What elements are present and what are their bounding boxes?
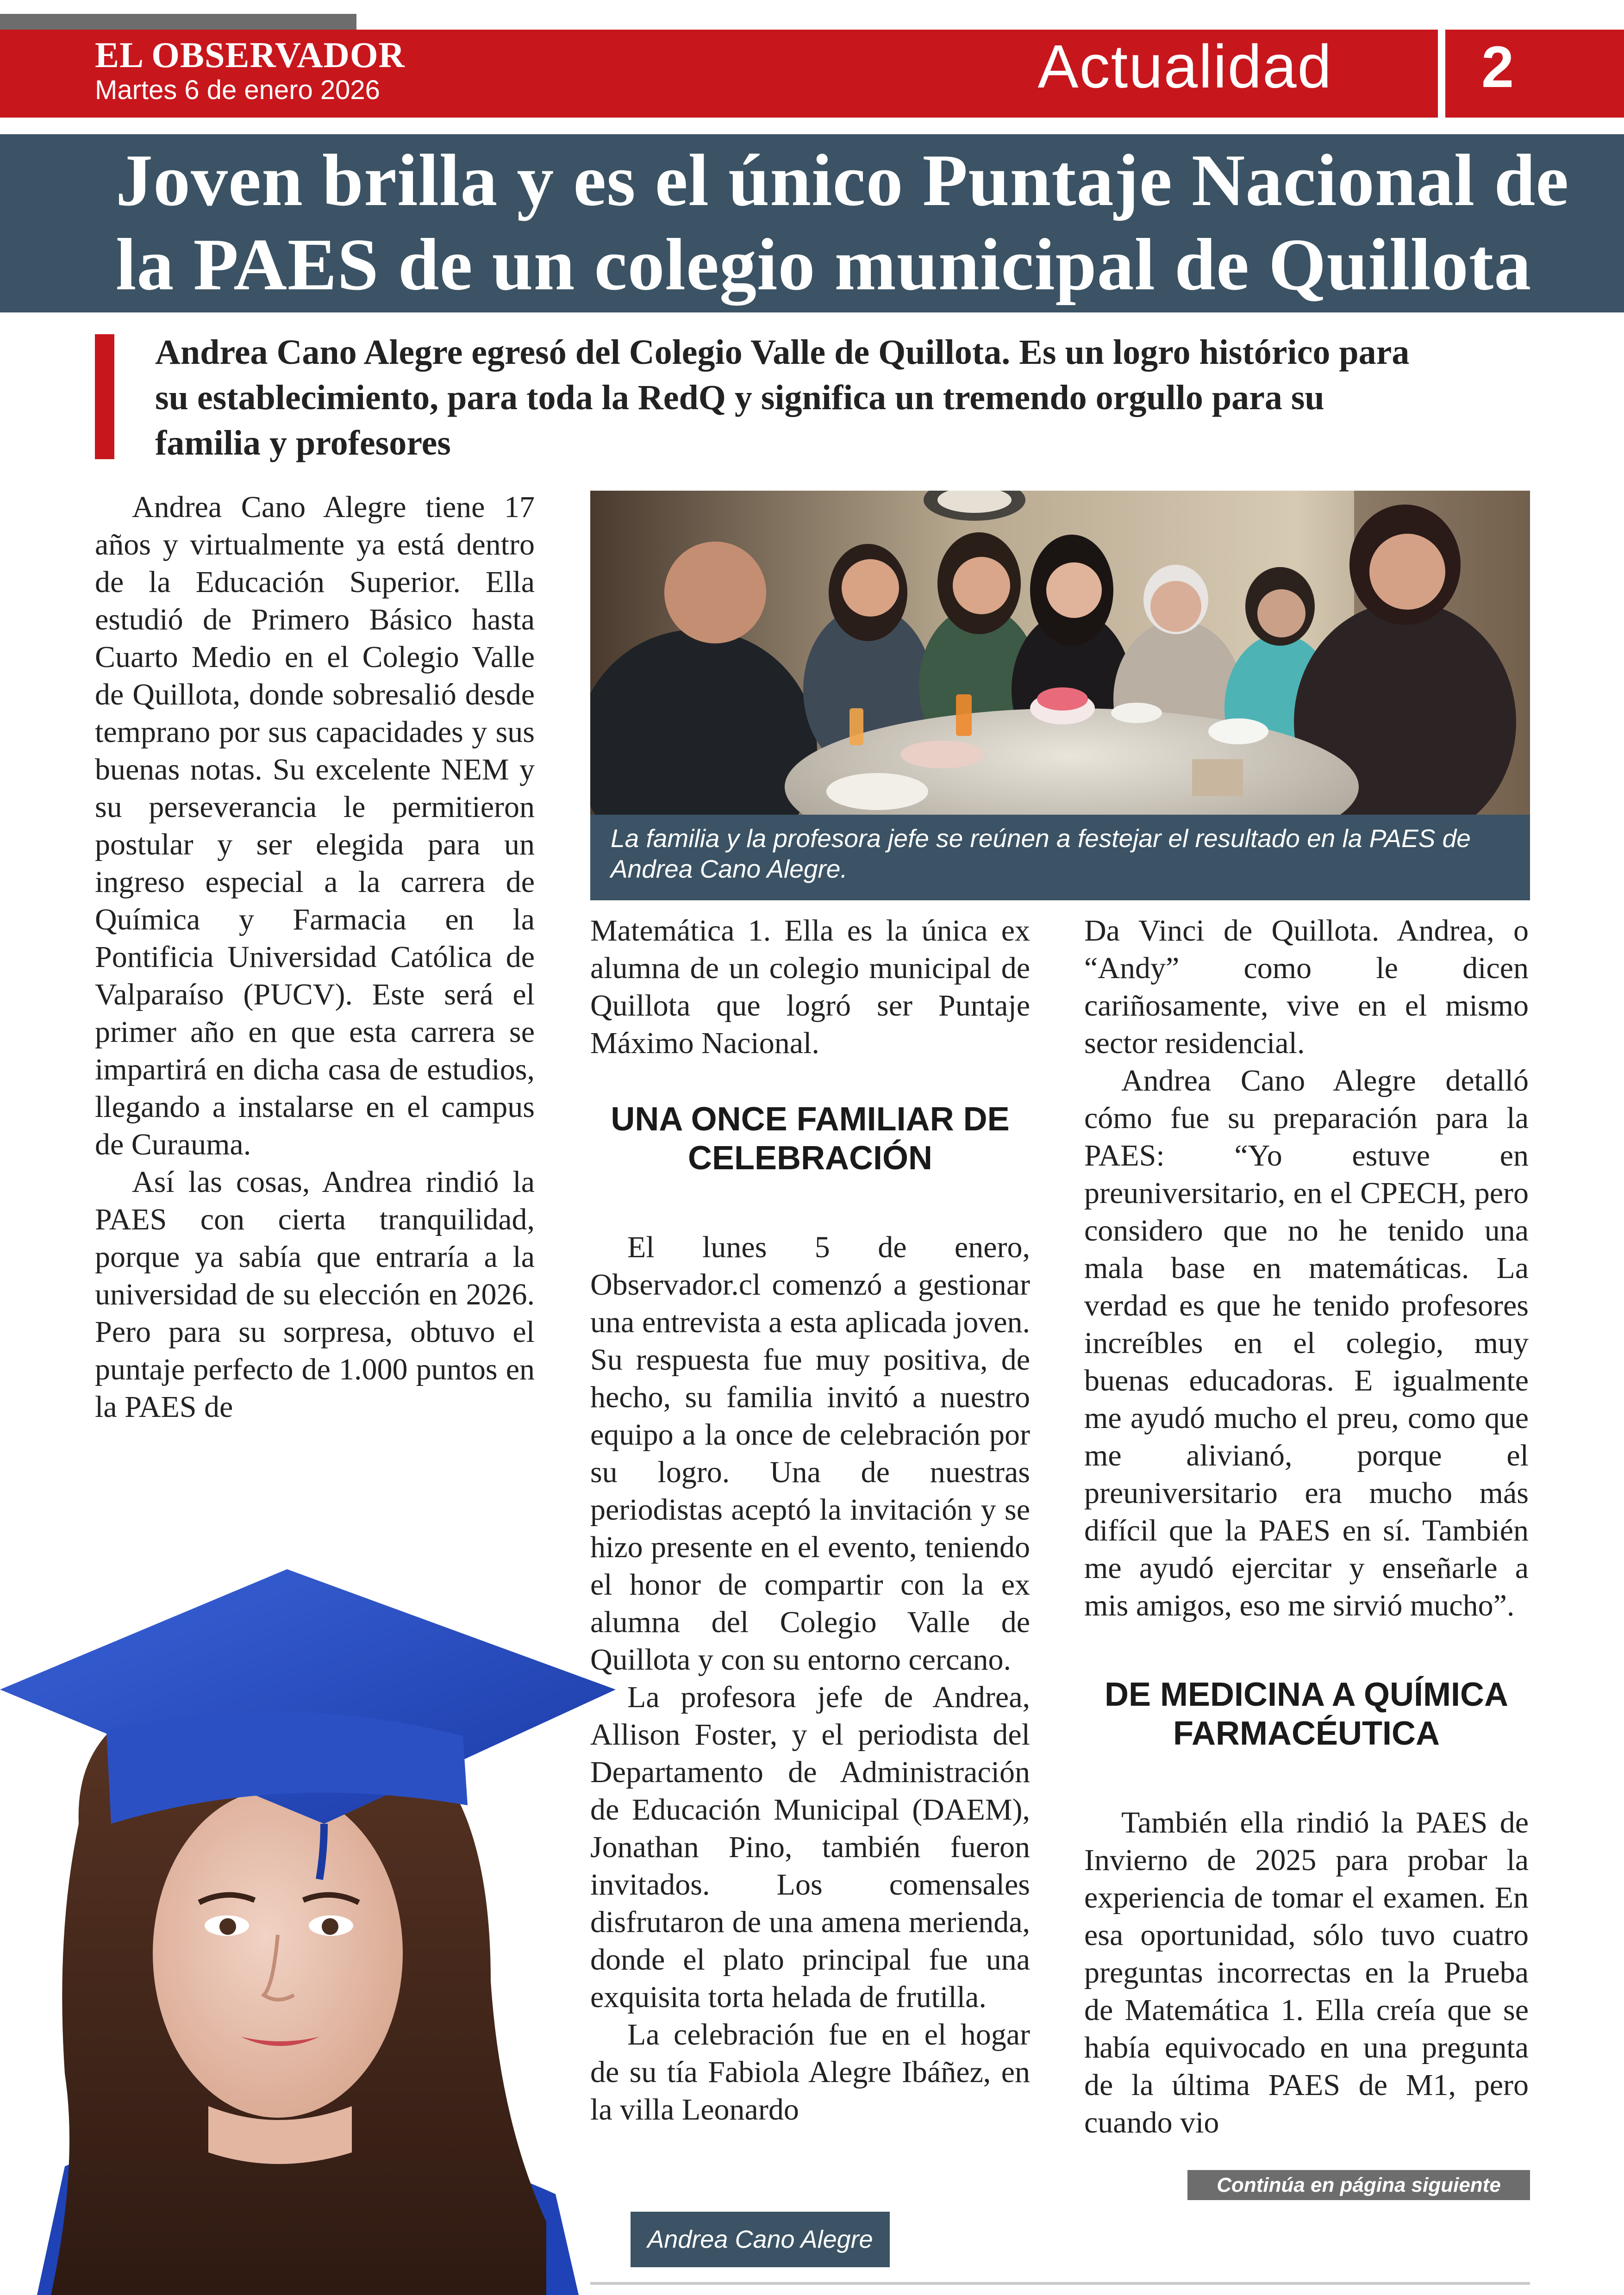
headline: Joven brilla y es el único Puntaje Nacional de la PAES de un colegio municipal de Quillota (116, 139, 1569, 306)
paragraph: La profesora jefe de Andrea, Allison Foster, y el periodista del Departamento de Administración de Educación Municipal (DAEM), Jonathan Pino, también fueron invitados. Los comensales disfrutaron de una amena merienda, donde el plato principal fue una exquisita torta helada de frutilla. (590, 1680, 1030, 2014)
paragraph: Así las cosas, Andrea rindió la PAES con cierta tranquilidad, porque ya sabía que entraría a la universidad de su elección en 2026. Pero para su sorpresa, obtuvo el puntaje perfecto de 1.000 puntos en la PAES de (95, 1165, 535, 1424)
top-gray-bar (0, 14, 356, 30)
photo-caption: La familia y la profesora jefe se reúnen a festejar el resultado en la PAES de Andrea Cano Alegre. (590, 815, 1530, 900)
family-photo-image (590, 491, 1530, 815)
header-divider (1438, 30, 1445, 118)
column-1 (95, 488, 535, 1426)
deck: Andrea Cano Alegre egresó del Colegio Valle de Quillota. Es un logro histórico para su establecimiento, para toda la RedQ y significa un tremendo orgullo para su familia y profesores (155, 333, 1410, 462)
column-2 (590, 912, 1030, 2128)
subhead-medicina: DE MEDICINA A QUÍMICA FARMACÉUTICA (1105, 1676, 1508, 1752)
family-photo (590, 491, 1530, 815)
issue-date: Martes 6 de enero 2026 (95, 75, 380, 105)
continued-on-next-page: Continúa en página siguiente (1187, 2170, 1530, 2200)
page-number: 2 (1481, 34, 1514, 100)
bottom-rule (590, 2282, 1530, 2285)
deck-accent-bar (95, 334, 114, 459)
paragraph: Andrea Cano Alegre tiene 17 años y virtualmente ya está dentro de la Educación Superior. Ella estudió de Primero Básico hasta Cuarto Medio en el Colegio Valle de Quillota, donde sobresalió desde temprano por sus capacidades y sus buenas notas. Su excelente NEM y su perseverancia le permitieron postular y ser elegida para un ingreso especial a la carrera de Química y Farmacia en la Pontificia Universidad Católica de Valparaíso (PUCV). Este será el primer año en que esta carrera se impartirá en dicha casa de estudios, llegando a instalarse en el campus de Curauma. (95, 490, 535, 1161)
graduate-portrait (0, 1472, 625, 2295)
paragraph: El lunes 5 de enero, Observador.cl comenzó a gestionar una entrevista a esta aplicada joven. Su respuesta fue muy positiva, de hecho, su familia invitó a nuestro equipo a la once de celebración por su logro. Una de nuestras periodistas aceptó la invitación y se hizo presente en el evento, teniendo el honor de compartir con la ex alumna del Colegio Valle de Quillota y con su entorno cercano. (590, 1230, 1030, 1677)
masthead: EL OBSERVADOR (95, 35, 405, 75)
paragraph: Matemática 1. Ella es la única ex alumna de un colegio municipal de Quillota que logró ser Puntaje Máximo Nacional. (590, 914, 1030, 1060)
graduate-portrait-image (0, 1472, 625, 2295)
subhead-celebracion: UNA ONCE FAMILIAR DE CELEBRACIÓN (611, 1101, 1010, 1177)
paragraph: Andrea Cano Alegre detalló cómo fue su preparación para la PAES: “Yo estuve en preuniversitario, en el CPECH, pero considero que no he tenido una mala base en matemáticas. La verdad es que he tenido profesores increíbles en el colegio, muy buenas educadoras. E igualmente me ayudó mucho el preu, como que me alivianó, porque el preuniversitario era mucho más difícil que la PAES en sí. También me ayudó ejercitar y enseñarle a mis amigos, eso me sirvió mucho”. (1084, 1064, 1529, 1622)
section-name: Actualidad (1037, 32, 1332, 100)
paragraph: La celebración fue en el hogar de su tía Fabiola Alegre Ibáñez, en la villa Leonardo (590, 2018, 1030, 2127)
portrait-caption: Andrea Cano Alegre (631, 2212, 890, 2267)
paragraph: Da Vinci de Quillota. Andrea, o “Andy” como le dicen cariñosamente, vive en el mismo sector residencial. (1084, 914, 1529, 1060)
column-3 (1084, 912, 1529, 2141)
paragraph: También ella rindió la PAES de Invierno de 2025 para probar la experiencia de tomar el examen. En esa oportunidad, sólo tuvo cuatro preguntas incorrectas en la Prueba de Matemática 1. Ella creía que se había equivocado en una pregunta de la última PAES de M1, pero cuando vio (1084, 1806, 1529, 2139)
